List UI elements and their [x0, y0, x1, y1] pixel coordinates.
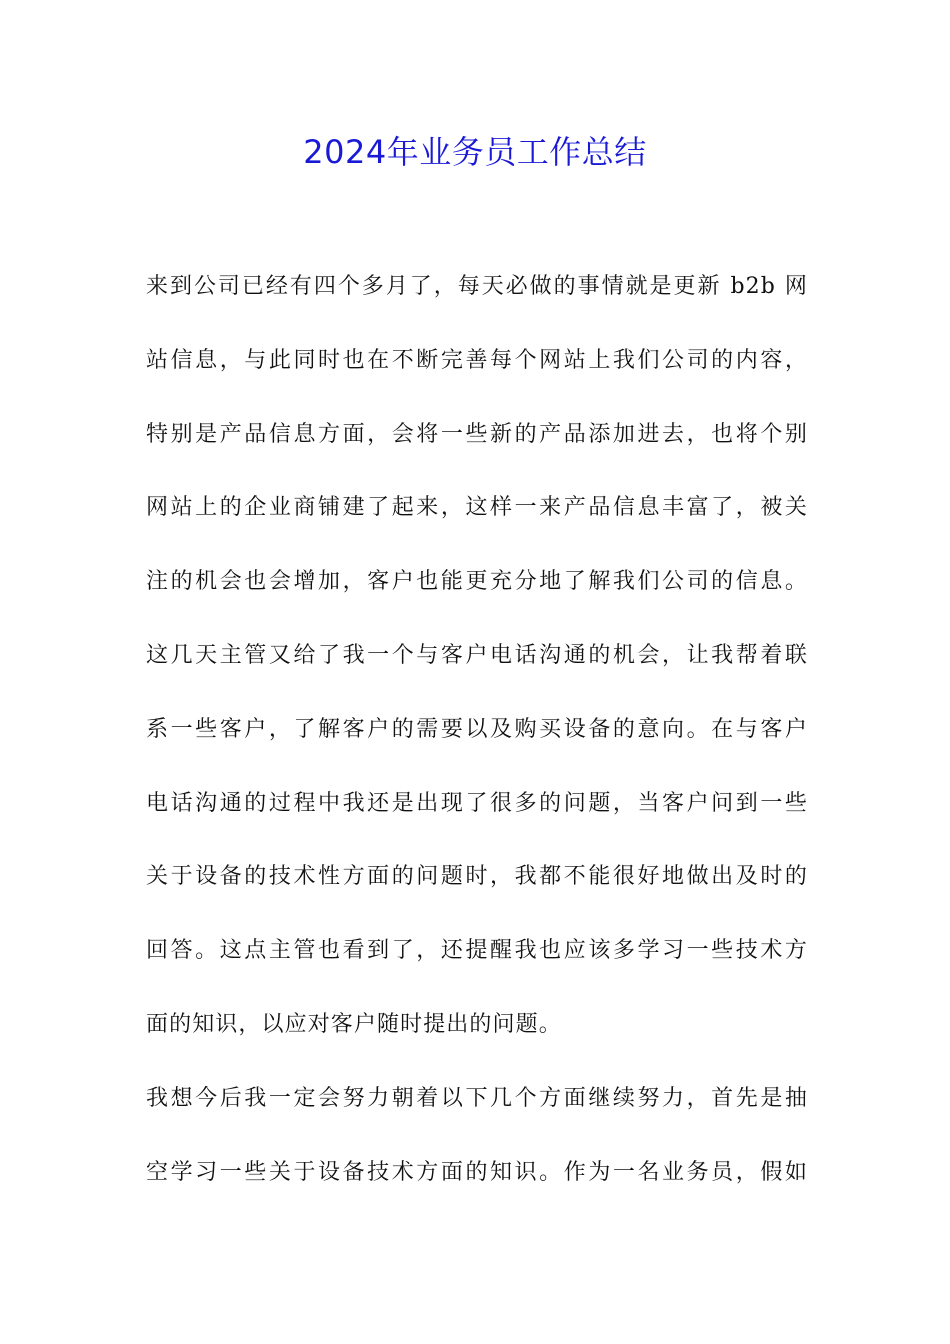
text-line: 我想今后我一定会努力朝着以下几个方面继续努力，首先是抽 — [146, 1085, 808, 1111]
text-line: 来到公司已经有四个多月了，每天必做的事情就是更新 b2b 网 — [146, 274, 808, 299]
text-line: 空学习一些关于设备技术方面的知识。作为一名业务员，假如 — [146, 1159, 808, 1185]
text-line: 注的机会也会增加，客户也能更充分地了解我们公司的信息。 — [146, 569, 808, 595]
document-title: 2024年业务员工作总结 — [303, 133, 647, 171]
text-line: 电话沟通的过程中我还是出现了很多的问题，当客户问到一些 — [146, 790, 808, 816]
text-line: 关于设备的技术性方面的问题时，我都不能很好地做出及时的 — [146, 864, 808, 890]
text-line: 回答。这点主管也看到了，还提醒我也应该多学习一些技术方 — [146, 938, 808, 964]
text-line: 这几天主管又给了我一个与客户电话沟通的机会，让我帮着联 — [146, 642, 808, 668]
document-body — [146, 258, 808, 1217]
text-line: 系一些客户，了解客户的需要以及购买设备的意向。在与客户 — [146, 716, 808, 742]
text-line: 网站上的企业商铺建了起来，这样一来产品信息丰富了，被关 — [146, 495, 808, 521]
text-line: 面的知识，以应对客户随时提出的问题。 — [146, 1011, 562, 1037]
text-line: 特别是产品信息方面，会将一些新的产品添加进去，也将个别 — [146, 421, 808, 447]
text-line: 站信息，与此同时也在不断完善每个网站上我们公司的内容， — [146, 347, 808, 373]
